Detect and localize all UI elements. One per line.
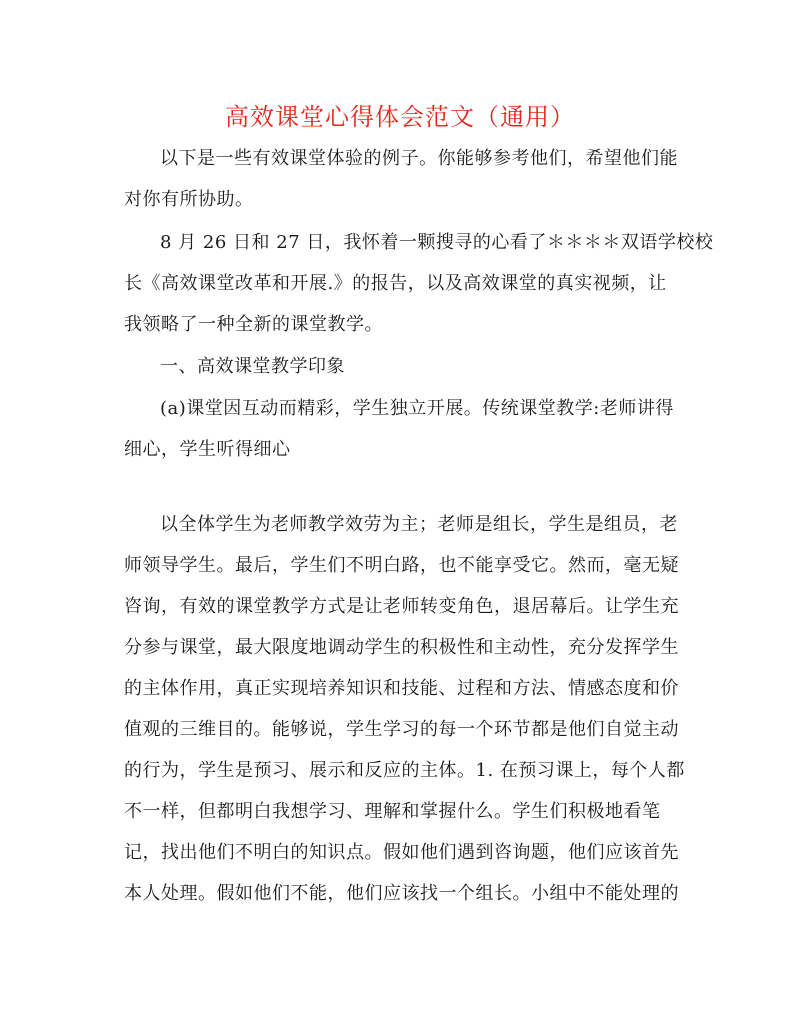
paragraph-line: (a)课堂因互动而精彩，学生独立开展。传统课堂教学:老师讲得 [160,398,674,419]
paragraph-line: 值观的三维目的。能够说，学生学习的每一个环节都是他们自觉主动 [124,719,679,740]
paragraph-line: 以下是一些有效课堂体验的例子。你能够参考他们，希望他们能 [160,148,678,169]
paragraph-line: 细心，学生听得细心 [124,439,291,460]
paragraph-line: 我领略了一种全新的课堂教学。 [124,314,383,335]
paragraph-line: 以全体学生为老师教学效劳为主；老师是组长，学生是组员，老 [160,514,678,535]
paragraph-line: 对你有所协助。 [124,189,254,210]
section-heading: 一、高效课堂教学印象 [160,356,345,377]
paragraph-line: 分参与课堂，最大限度地调动学生的积极性和主动性，充分发挥学生 [124,637,679,658]
paragraph-line: 的主体作用，真正实现培养知识和技能、过程和方法、情感态度和价 [124,678,679,699]
paragraph-line: 本人处理。假如他们不能，他们应该找一个组长。小组中不能处理的 [124,883,679,904]
paragraph-line: 长《高效课堂改革和开展.》的报告，以及高效课堂的真实视频，让 [124,273,667,294]
paragraph-line: 咨询，有效的课堂教学方式是让老师转变角色，退居幕后。让学生充 [124,596,679,617]
paragraph-line: 8 月 26 日和 27 日，我怀着一颗搜寻的心看了＊＊＊＊双语学校校 [160,232,714,253]
paragraph-line: 的行为，学生是预习、展示和反应的主体。1. 在预习课上，每个人都 [124,760,685,781]
paragraph-line: 不一样，但都明白我想学习、理解和掌握什么。学生们积极地看笔 [124,801,661,822]
paragraph-line: 记，找出他们不明白的知识点。假如他们遇到咨询题，他们应该首先 [124,842,679,863]
document-title: 高效课堂心得体会范文（通用） [225,103,575,131]
paragraph-line: 师领导学生。最后，学生们不明白路，也不能享受它。然而，毫无疑 [124,555,679,576]
